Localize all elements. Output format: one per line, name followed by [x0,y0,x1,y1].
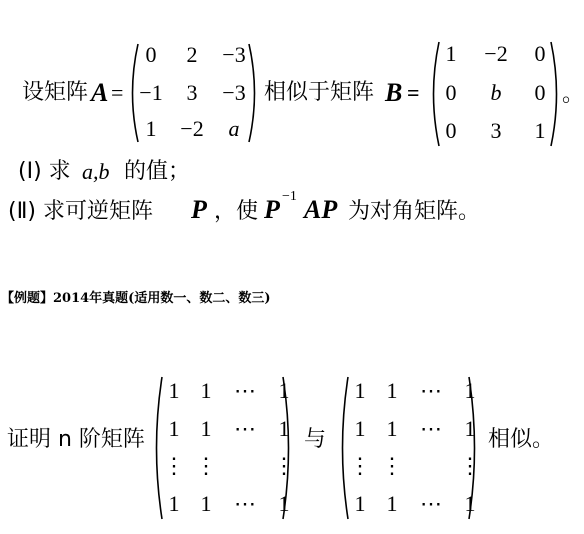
matrix-left-cell: ⋯ [234,378,256,403]
matrix-left-cell: ⋯ [234,491,256,516]
matrix-b-cell: 0 [445,118,457,143]
matrix-right-cell: ⋯ [420,416,442,441]
matrix-right-cell: ⋯ [420,378,442,403]
matrix-b-symbol: B [385,78,403,107]
part2-p-inverse-symbol: P [264,195,280,224]
matrix-right-cell: 1 [386,491,398,516]
matrix-a-cell: a [228,116,240,141]
matrix-b-cell: 1 [534,118,546,143]
problem2-suffix: 相似。 [488,427,555,452]
part2-label: (Ⅱ) 求可逆矩阵 [8,199,153,224]
matrix-right-cell: 1 [354,416,366,441]
matrix-a-cell: 2 [186,42,198,67]
matrix-left-cell: ⋮ [273,453,295,478]
matrix-left-right-paren [281,375,295,521]
part2-superscript: −1 [282,189,297,204]
part2-rest: 为对角矩阵。 [348,199,481,224]
matrix-left-cell: ⋯ [234,416,256,441]
matrix-right-cell: 1 [464,416,476,441]
matrix-right-cell: 1 [354,491,366,516]
matrix-left-cell: 1 [278,491,290,516]
matrix-left-cell: 1 [278,378,290,403]
matrix-right-cell: 1 [354,378,366,403]
part2-ap-symbol: AP [304,195,338,224]
matrix-right-cell: ⋮ [459,453,481,478]
matrix-a-cell: 1 [145,116,157,141]
matrix-left-cell: 1 [200,491,212,516]
matrix-left-cell: 1 [200,416,212,441]
matrix-b-cell: 0 [534,41,546,66]
equals-sign-b: = [407,80,420,105]
matrix-right-cell: ⋮ [381,453,403,478]
matrix-right-right-paren [467,375,481,521]
problem1-middle: 相似于矩阵 [264,80,375,105]
matrix-left-cell: 1 [168,378,180,403]
matrix-right-cell: 1 [386,416,398,441]
matrix-b-cell: b [490,80,502,105]
matrix-a-cell: 0 [145,42,157,67]
matrix-a-cell: −1 [139,80,163,105]
matrix-b-cell: 0 [534,80,546,105]
matrix-b-right-paren [549,40,563,148]
matrix-a-cell: −3 [222,42,246,67]
matrix-left-cell: 1 [168,491,180,516]
matrix-left-cell: 1 [168,416,180,441]
problem1-end-mark: 。 [562,82,584,107]
matrix-right-cell: ⋮ [349,453,371,478]
equals-sign-a: = [111,80,124,105]
matrix-a-cell: 3 [186,80,198,105]
problem2-prefix: 证明 n 阶矩阵 [7,427,145,452]
matrix-right-cell: 1 [386,378,398,403]
part2-comma: ，使 [214,199,259,224]
matrix-right-cell: 1 [464,378,476,403]
part1-rest: 的值； [124,159,191,184]
matrix-a-right-paren [247,42,261,144]
example-heading: 【例题】2014年真题(适用数一、数二、数三) [1,291,271,306]
matrix-left-cell: ⋮ [163,453,185,478]
matrix-a-symbol: A [91,78,109,107]
matrix-b-cell: 3 [490,118,502,143]
matrix-a-cell: −2 [180,116,204,141]
matrix-left-cell: 1 [278,416,290,441]
matrix-b-cell: −2 [484,41,508,66]
problem1-prefix: 设矩阵 [22,80,89,105]
matrix-right-cell: 1 [464,491,476,516]
part1-label: (I) 求 [18,159,71,184]
connector-text: 与 [304,427,327,452]
matrix-left-cell: ⋮ [195,453,217,478]
part1-variables: a,b [82,159,110,184]
part2-p-symbol: P [191,195,207,224]
matrix-b-cell: 1 [445,41,457,66]
matrix-left-cell: 1 [200,378,212,403]
matrix-right-cell: ⋯ [420,491,442,516]
matrix-a-cell: −3 [222,80,246,105]
matrix-b-cell: 0 [445,80,457,105]
